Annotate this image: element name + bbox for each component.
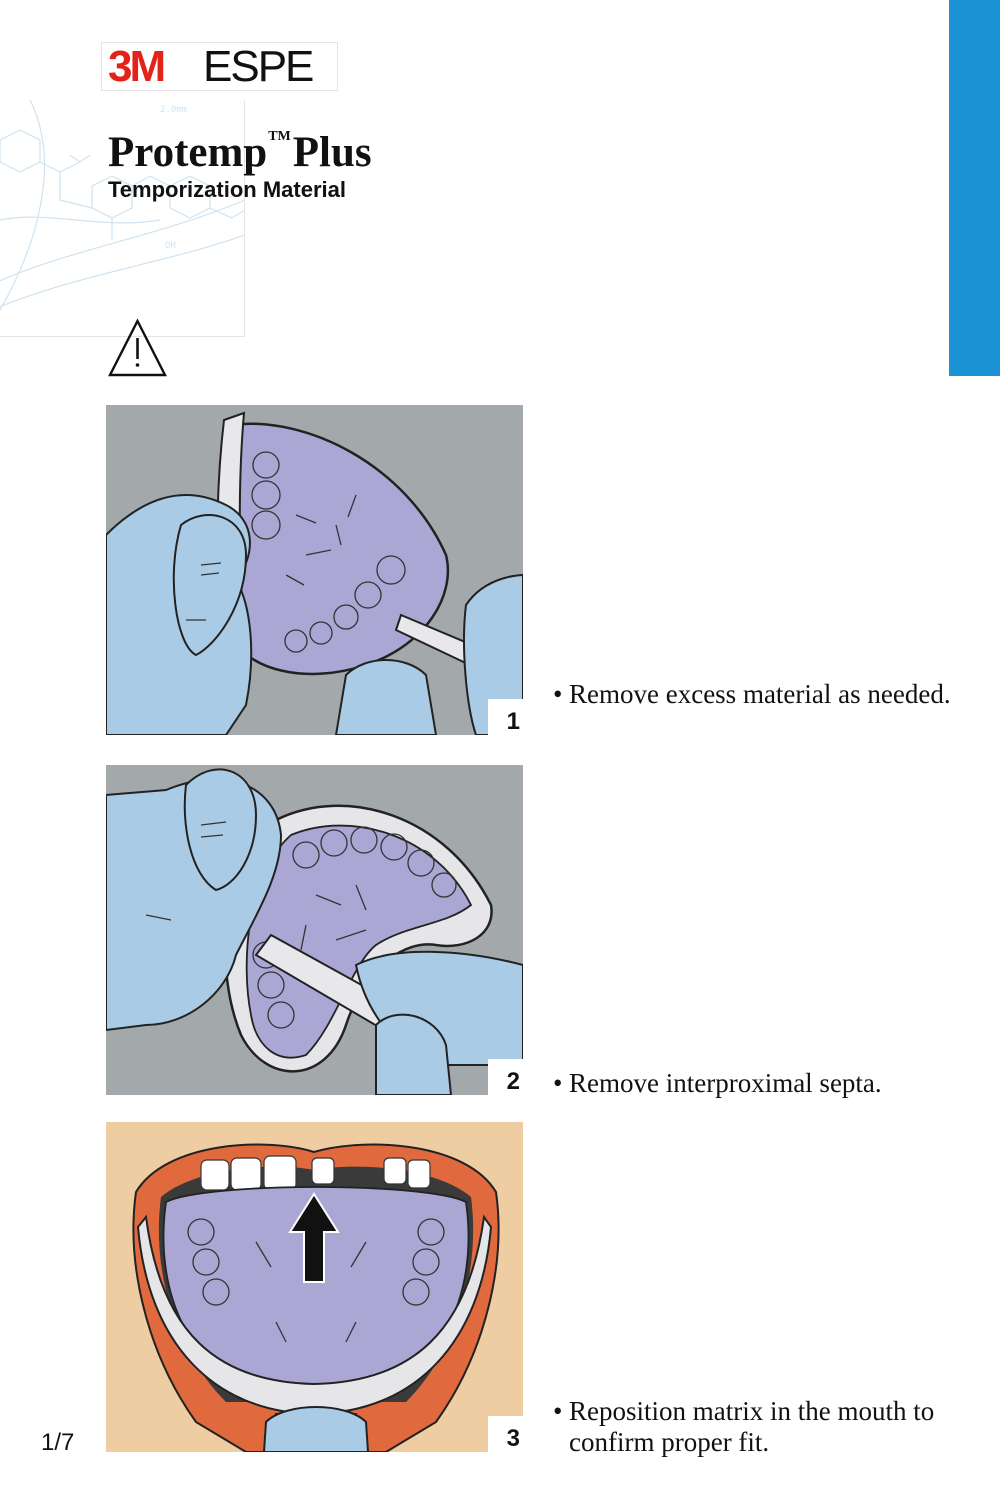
step-3-number: 3	[488, 1416, 523, 1452]
side-color-tab	[949, 0, 1000, 376]
brand-logo	[101, 42, 338, 91]
bullet-glyph: •	[553, 1396, 563, 1426]
bullet-glyph: •	[553, 1068, 563, 1098]
logo-espe-text: ESPE	[203, 42, 313, 91]
step-1-instruction	[553, 679, 973, 710]
step-1-number: 1	[488, 699, 523, 735]
step-2-instruction-text: Remove interproximal septa.	[569, 1068, 882, 1098]
bullet-glyph: •	[553, 679, 563, 709]
step-1-illustration	[106, 405, 523, 735]
product-title	[108, 112, 372, 178]
warning-triangle-icon	[107, 318, 168, 378]
product-name: Protemp	[108, 129, 268, 176]
step-3-instruction	[553, 1396, 973, 1458]
step-2-illustration	[106, 765, 523, 1095]
logo-3m-text: 3M	[108, 42, 164, 91]
svg-text:2.0mm: 2.0mm	[160, 105, 188, 115]
step-1-instruction-text: Remove excess material as needed.	[569, 679, 951, 709]
step-2-instruction	[553, 1068, 973, 1099]
product-subtitle: Temporization Material	[108, 177, 346, 202]
step-2-number: 2	[488, 1059, 523, 1095]
trademark-mark: TM	[268, 129, 291, 144]
page-indicator: 1/7	[41, 1429, 75, 1456]
step-3-illustration	[106, 1122, 523, 1452]
svg-text:OH: OH	[165, 241, 176, 251]
product-name-suffix: Plus	[292, 129, 372, 176]
step-3-instruction-text: Reposition matrix in the mouth to confirm proper fit.	[569, 1396, 935, 1457]
